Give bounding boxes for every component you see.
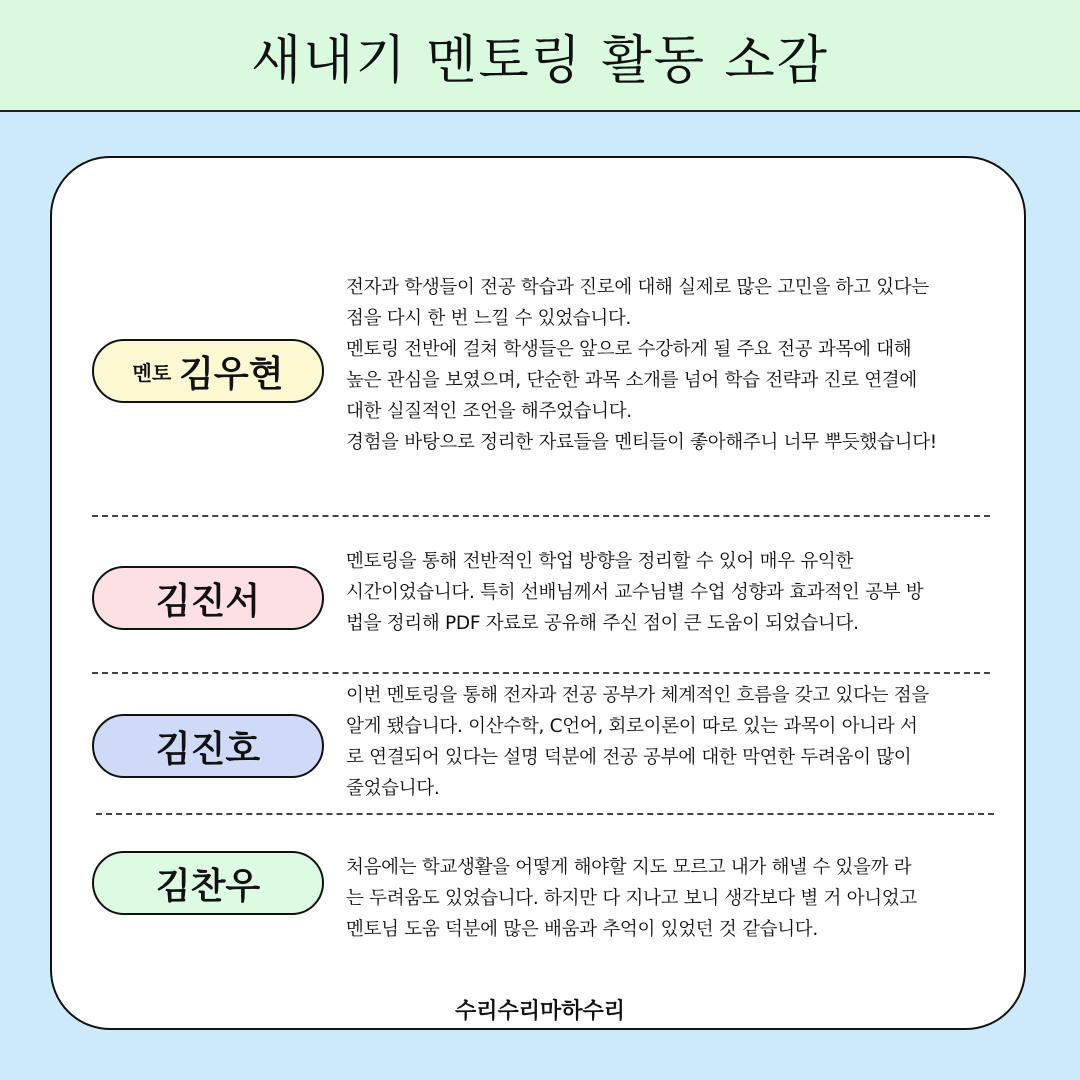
footer-signature: 수리수리마하수리 — [454, 999, 626, 1024]
dashed-divider — [92, 672, 990, 674]
dashed-divider — [92, 515, 990, 517]
name-badge — [92, 566, 324, 630]
testimonial-text: 처음에는 학교생활을 어떻게 해야할 지도 모르고 내가 해낼 수 있을까 라 는 두려움도 있었습니다. 하지만 다 지나고 보니 생각보다 별 거 아니었고 멘토님 도움 덕분에 많은 배움과 추억이 있었던 것 같습니다. — [346, 857, 917, 940]
person-name: 김찬우 — [155, 865, 261, 907]
testimonial-text: 전자과 학생들이 전공 학습과 진로에 대해 실제로 많은 고민을 하고 있다는 점을 다시 한 번 느낄 수 있었습니다. 멘토링 전반에 걸쳐 학생들은 앞으로 수강하게 될 주요 전공 과목에 대해 높은 관심을 보였으며, 단순한 과목 소개를 넘어 학습 전략과 진로 연결에 대한 실질적인 조언을 해주었습니다. 경험을 바탕으로 정리한 자료들을 멘티들이 좋아해주니 너무 뿌듯했습니다! — [346, 277, 937, 453]
person-name: 김진서 — [155, 580, 261, 622]
name-badge-mentor — [92, 339, 324, 403]
name-badge — [92, 851, 324, 915]
person-name: 김진호 — [155, 728, 261, 770]
testimonial-text: 멘토링을 통해 전반적인 학업 방향을 정리할 수 있어 매우 유익한 시간이었습니다. 특히 선배님께서 교수님별 수업 성향과 효과적인 공부 방 법을 정리해 PDF 자료로 공유해 주신 점이 큰 도움이 되었습니다. — [346, 551, 924, 634]
testimonial-text: 이번 멘토링을 통해 전자과 전공 공부가 체계적인 흐름을 갖고 있다는 점을 알게 됐습니다. 이산수학, C언어, 회로이론이 따로 있는 과목이 아니라 서 로 연결되어 있다는 설명 덕분에 전공 공부에 대한 막연한 두려움이 많이 줄었습니다. — [346, 685, 929, 799]
name-badge — [92, 714, 324, 778]
page-title: 새내기 멘토링 활동 소감 — [251, 30, 829, 91]
dashed-divider — [96, 813, 994, 815]
header-banner — [0, 0, 1080, 112]
person-name: 김우현 — [179, 353, 284, 395]
role-label: 멘토 — [132, 360, 172, 385]
